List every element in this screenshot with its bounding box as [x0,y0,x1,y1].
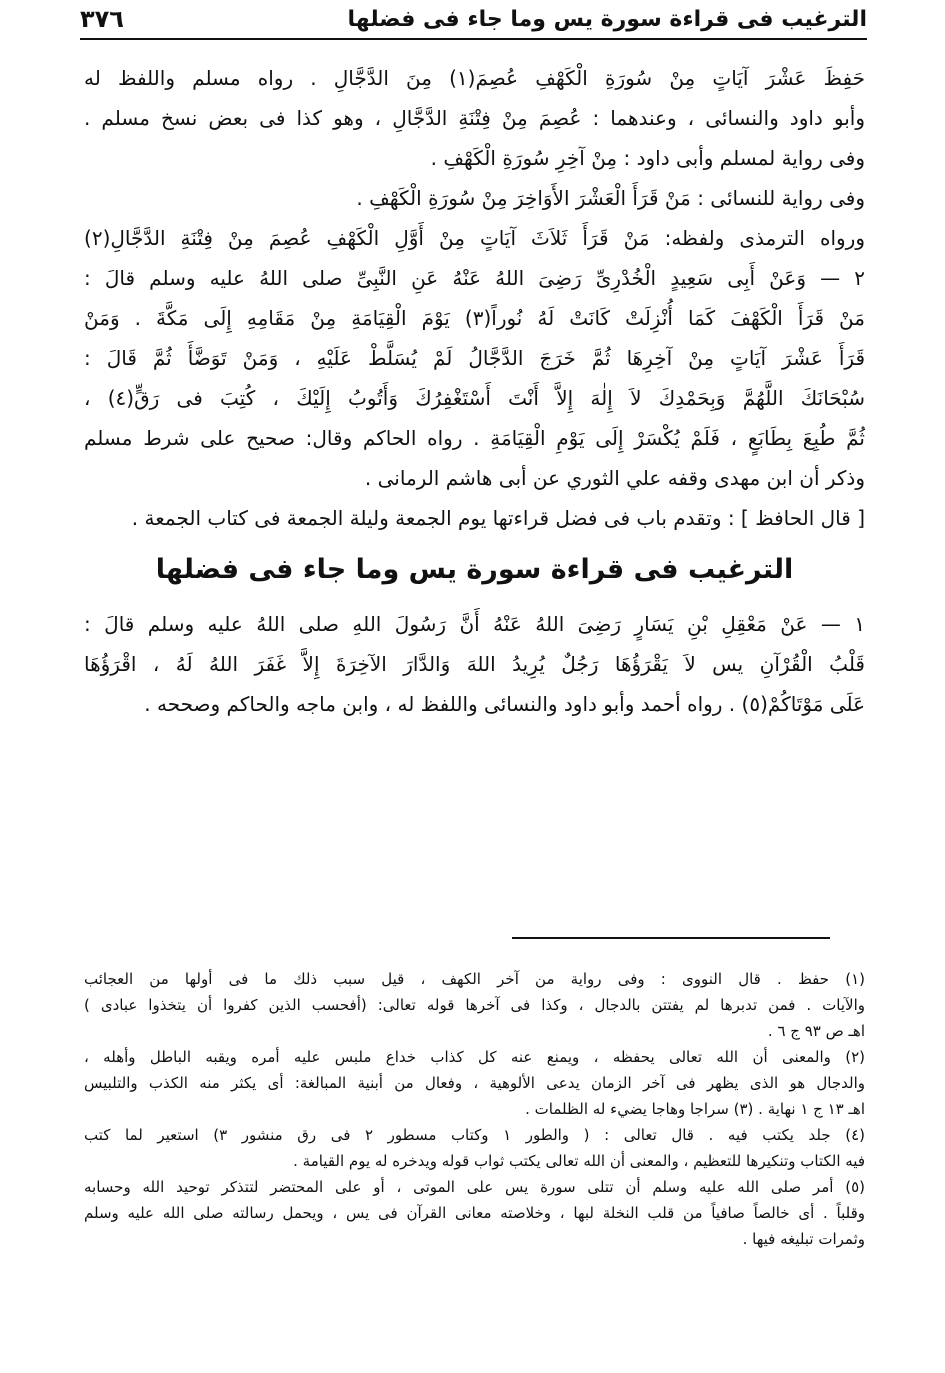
footnote-line: (١) حفظ . قال النووى : وفى رواية من آخر الكهف ، قيل سبب ذلك ما فى أولها من العجائب [84,970,865,988]
text-line: مَنْ قَرَأَ الْكَهْفَ كَمَا أُنْزِلَتْ كَانَتْ لَهُ نُوراً(٣) يَوْمَ الْقِيَامَةِ مِنْ مَقَامِهِ إِلَى مَكَّةَ . وَمَنْ [84,306,865,330]
text-line: وذكر أن ابن مهدى وقفه علي الثوري عن أبى هاشم الرمانى . [364,466,865,490]
footnote-separator [512,937,830,939]
footnote-line: فيه الكتاب وتنكيرها للتعظيم ، والمعنى أن الله تعالى يكتب ثواب قوله ويدخره له يوم القيامة . [293,1152,865,1170]
text-line: ثُمَّ طُبِعَ بِطَابَعٍ ، فَلَمْ يُكْسَرْ إِلَى يَوْمِ الْقِيَامَةِ . رواه الحاكم وقال: صحيح على شرط مسلم [84,426,865,450]
text-line: وفى رواية لمسلم وأبى داود : مِنْ آخِرِ سُورَةِ الْكَهْفِ . [430,146,865,170]
text-line: ورواه الترمذى ولفظه: مَنْ قَرَأَ ثَلاَثَ آيَاتٍ مِنْ أَوَّلِ الْكَهْفِ عُصِمَ مِنْ فِتْنَةِ الدَّجَّالِ(٢) [84,226,865,250]
page-header [80,0,867,38]
footnote-line: والدجال هو الذى يظهر فى آخر الزمان يدعى الألوهية ، وفعال من أبنية المبالغة: أى يكثر منه الكذب والتلبيس [84,1074,865,1092]
main-text [84,58,865,724]
text-line: وفى رواية للنسائى : مَنْ قَرَأَ الْعَشْرَ الأَوَاخِرَ مِنْ سُورَةِ الْكَهْفِ . [356,186,865,210]
footnote-line: اهـ ١٣ ج ١ نهاية . (٣) سراجا وهاجا يضيء له الظلمات . [525,1100,865,1118]
footnote-line: وثمرات تبليغه فيها . [742,1230,865,1248]
text-line: وأبو داود والنسائى ، وعندهما : عُصِمَ مِنْ فِتْنَةِ الدَّجَّالِ ، وهو كذا فى بعض نسخ مسلم . [84,106,865,130]
text-line: قَرَأَ عَشْرَ آيَاتٍ مِنْ آخِرِهَا ثُمَّ خَرَجَ الدَّجَّالُ لَمْ يُسَلَّطْ عَلَيْهِ ، وَمَنْ تَوَضَّأَ ثُمَّ قَالَ : [84,346,865,370]
text-line: قَلْبُ الْقُرْآنِ يس لاَ يَقْرَؤُهَا رَجُلٌ يُرِيدُ اللهَ وَالدَّارَ الآخِرَةَ إِلاَّ غَفَرَ اللهُ لَهُ ، اقْرَؤُهَا [84,652,865,676]
footnote-line: (٥) أمر صلى الله عليه وسلم أن تتلى سورة يس على الموتى ، أو على المحتضر لتتذكر توحيد الله وحسابه [84,1178,865,1196]
footnote-line: وقلباً . أى خالصاً صافياً من قلب النخلة لبها ، وخلاصته معانى القرآن فى يس ، ويحمل رسالته صلى الله عليه وسلم [84,1204,865,1222]
text-line: سُبْحَانَكَ اللَّهُمَّ وَبِحَمْدِكَ لاَ إِلٰهَ إِلاَّ أَنْتَ أَسْتَغْفِرُكَ وَأَتُوبُ إِلَيْكَ ، كُتِبَ فى رَقٍّ(٤) ، [84,386,865,410]
text-line: حَفِظَ عَشْرَ آيَاتٍ مِنْ سُورَةِ الْكَهْفِ عُصِمَ(١) مِنَ الدَّجَّالِ . رواه مسلم واللفظ له [84,66,865,90]
running-title: الترغيب فى قراءة سورة يس وما جاء فى فضلها [347,6,867,32]
section-heading: الترغيب فى قراءة سورة يس وما جاء فى فضلها [155,554,794,585]
text-line: عَلَى مَوْتَاكُمْ(٥) . رواه أحمد وأبو داود والنسائى واللفظ له ، وابن ماجه والحاكم وصححه . [144,692,865,716]
footnotes [84,966,865,1252]
footnote-line: اهـ ص ٩٣ ج ٦ . [767,1022,865,1040]
footnote-line: والآيات . فمن تدبرها لم يفتتن بالدجال ، وكذا فى آخرها قوله تعالى: (أفحسب الذين كفروا أن يتخذوا عبادى ) [84,996,865,1014]
header-rule [80,38,867,40]
page-number: ٣٧٦ [80,5,124,33]
text-line: ٢ — وَعَنْ أَبِى سَعِيدٍ الْخُدْرِىِّ رَضِىَ اللهُ عَنْهُ عَنِ النَّبِىِّ صلى اللهُ عليه وسلم قالَ : [84,266,865,290]
footnote-line: (٤) جلد يكتب فيه . قال تعالى : ( والطور ١ وكتاب مسطور ٢ فى رق منشور ٣) استعير لما كتب [84,1126,865,1144]
editor-note: [ قال الحافظ ] : وتقدم باب فى فضل قراءتها يوم الجمعة وليلة الجمعة فى كتاب الجمعة . [131,506,865,530]
text-line: ١ — عَنْ مَعْقِلِ بْنِ يَسَارٍ رَضِىَ اللهُ عَنْهُ أَنَّ رَسُولَ اللهِ صلى اللهُ عليه وسلم قالَ : [84,612,865,636]
footnote-line: (٢) والمعنى أن الله تعالى يحفظه ، ويمنع عنه كل كذاب خداع ملبس عليه أمره ويقبه الباطل وأهله ، [84,1048,865,1066]
